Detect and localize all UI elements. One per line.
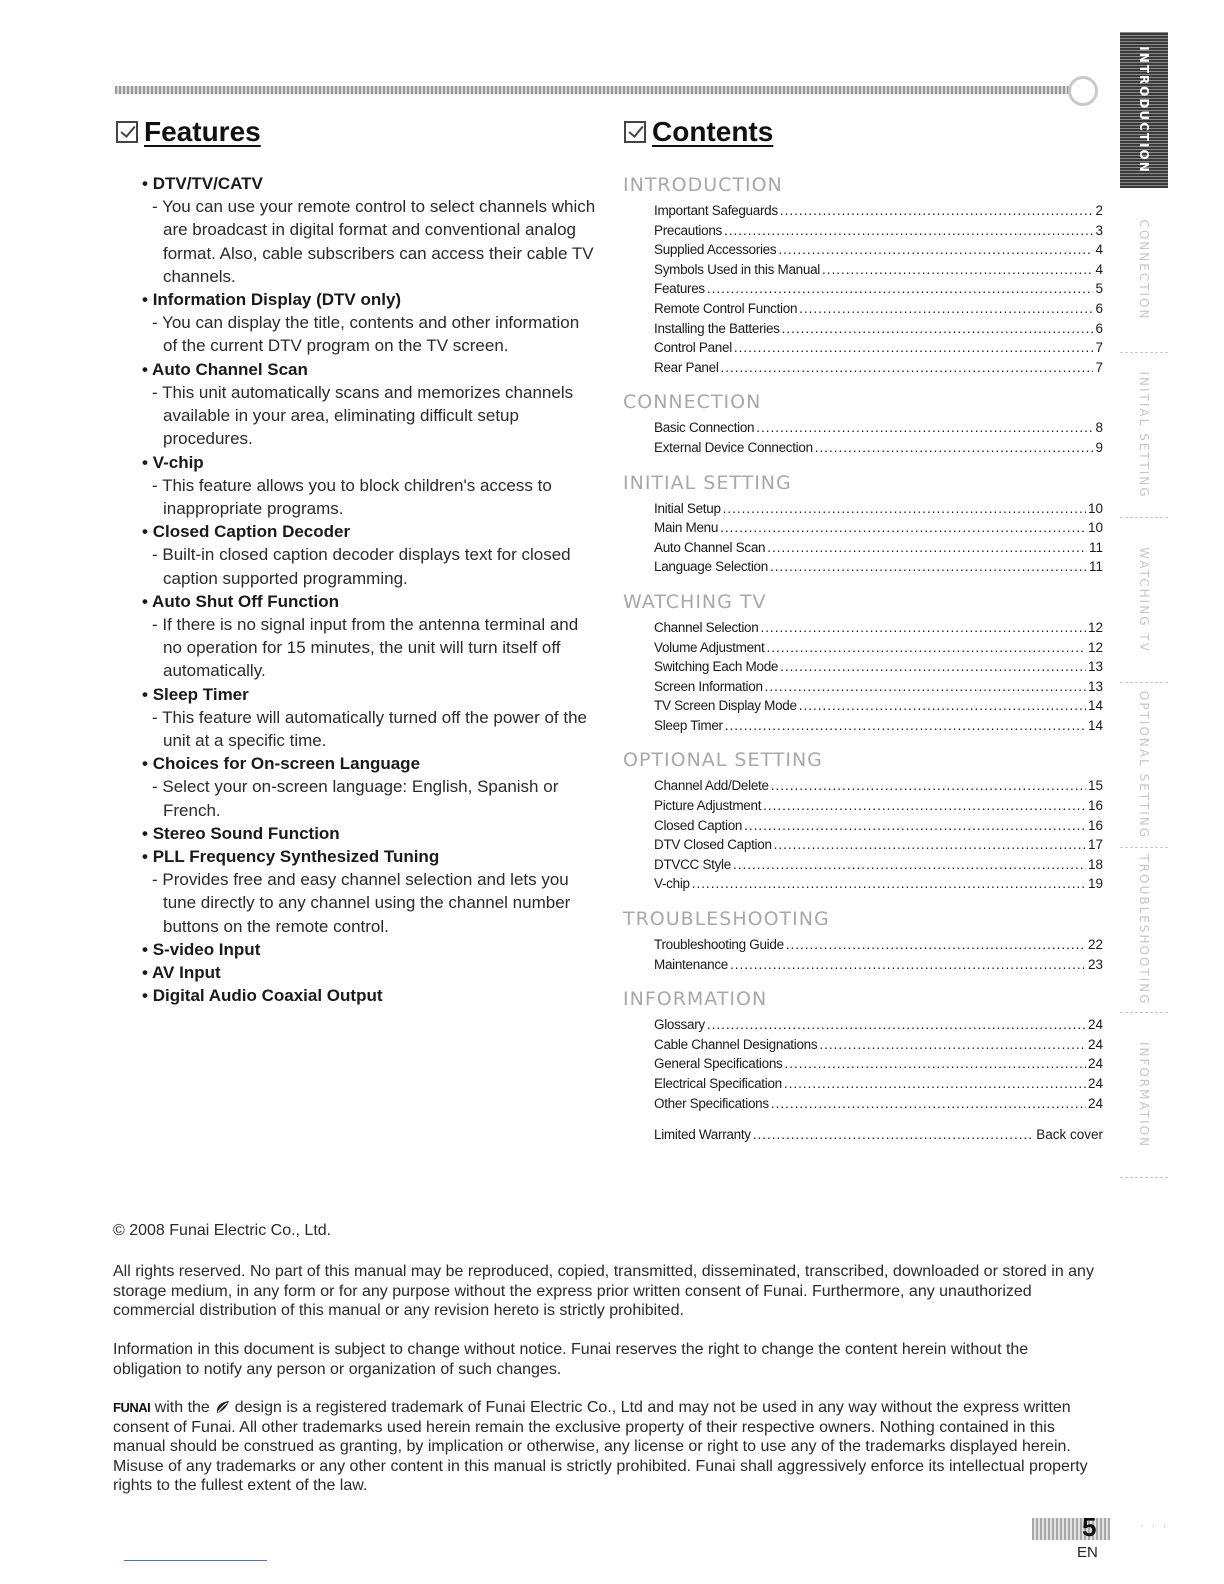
toc-entry-title: Rear Panel (654, 359, 719, 375)
toc-leader-dots (770, 557, 1087, 577)
feature-description: - This feature allows you to block children's access to inappropriate programs. (142, 474, 597, 521)
side-tab-label: CONNECTION (1137, 219, 1151, 321)
toc-entry (654, 260, 1103, 280)
toc-leader-dots (707, 279, 1094, 299)
toc-entry-page: 23 (1087, 956, 1103, 972)
toc-entry-page: 14 (1087, 698, 1103, 714)
toc-leader-dots (721, 358, 1094, 378)
toc-entry-page: 14 (1087, 717, 1103, 733)
rights-paragraph: All rights reserved. No part of this manual may be reproduced, copied, transmitted, disseminated, transcribed, downloaded or stored in any storage medium, in any form or for any purpose without the express prior written consent of Funai. Furthermore, any unauthorized commercial distribution of this manual or any revision hereto is strictly prohibited. (113, 1263, 1094, 1319)
feature-title: • Auto Shut Off Function (142, 590, 597, 613)
page-language: EN (1077, 1544, 1098, 1561)
feature-description: - You can use your remote control to select channels which are broadcast in digital format and conventional analog format. Also, cable subscribers can access their cable TV channels. (142, 195, 597, 288)
side-tab-label: INFORMATION (1137, 1041, 1151, 1149)
page-number-dots-decoration: · · · (1140, 1518, 1169, 1532)
toc-section-heading: TROUBLESHOOTING (623, 908, 830, 931)
toc-entry-list (623, 618, 1103, 736)
toc-section-heading: INITIAL SETTING (623, 471, 792, 494)
toc-leader-dots (774, 835, 1086, 855)
feature-item (142, 451, 597, 521)
toc-entry-page: 16 (1087, 817, 1103, 833)
table-of-contents (623, 172, 1103, 1145)
page-number-decoration (1032, 1518, 1110, 1540)
trademark-text-b: design is a registered trademark of Funai Electric Co., Ltd and may not be used in any way without the express written consent of Funai. All other trademarks used herein remain the exclusive property of their respective owners. Nothing contained in this manual should be construed as granting, by implication or otherwise, any license or right to use any of the trademarks displayed herein. Misuse of any trademarks or any other content in this manual is strictly prohibited. Funai shall aggressively enforce its intellectual property rights to the fullest extent of the law. (113, 1399, 1088, 1494)
toc-leader-dots (720, 518, 1086, 538)
toc-leader-dots (822, 260, 1094, 280)
toc-entry-list (623, 418, 1103, 457)
trademark-paragraph (113, 1398, 1098, 1496)
toc-section-heading: WATCHING TV (623, 590, 767, 613)
toc-leader-dots (756, 418, 1093, 438)
feature-description: - You can display the title, contents and other information of the current DTV program on the TV screen. (142, 311, 597, 358)
feature-item (142, 683, 597, 753)
toc-entry-list (623, 776, 1103, 894)
toc-entry (654, 499, 1103, 519)
toc-leader-dots (733, 855, 1086, 875)
toc-entry (654, 1094, 1103, 1114)
feature-item (142, 288, 597, 358)
toc-entry (654, 299, 1103, 319)
toc-leader-dots (799, 299, 1093, 319)
toc-entry (654, 618, 1103, 638)
toc-section (623, 747, 1103, 894)
toc-leader-dots (780, 657, 1086, 677)
notice-paragraph: Information in this document is subject to change without notice. Funai reserves the right to change the content herein without the obligation to notify any person or organization of such changes. (113, 1341, 1029, 1378)
feature-item (142, 938, 597, 961)
features-list (142, 172, 597, 1007)
toc-entry-page: 12 (1087, 639, 1103, 655)
toc-entry-title: Switching Each Mode (654, 659, 779, 675)
toc-entry-page: 4 (1095, 242, 1103, 258)
toc-entry (654, 221, 1103, 241)
toc-entry-page: 24 (1087, 1095, 1103, 1111)
bottom-link-line (124, 1560, 267, 1561)
feature-title: • Choices for On-screen Language (142, 752, 597, 775)
toc-leader-dots (767, 538, 1087, 558)
toc-entry (654, 1035, 1103, 1055)
toc-entry-page: 7 (1095, 359, 1103, 375)
feature-description: - This unit automatically scans and memorizes channels available in your area, eliminating difficult setup procedures. (142, 381, 597, 451)
toc-entry-page: 12 (1087, 619, 1103, 635)
toc-leader-dots (784, 1054, 1085, 1074)
toc-entry-title: Glossary (654, 1017, 705, 1033)
toc-entry-page: 5 (1095, 281, 1103, 297)
funai-logo: FUNAI (113, 1400, 151, 1415)
feature-title: • AV Input (142, 961, 597, 984)
toc-section-heading: INTRODUCTION (623, 174, 783, 196)
feature-description: - Built-in closed caption decoder displays text for closed caption supported programming. (142, 543, 597, 590)
toc-entry-title: DTV Closed Caption (654, 837, 772, 853)
toc-leader-dots (784, 1074, 1086, 1094)
feature-description: - If there is no signal input from the antenna terminal and no operation for 15 minutes, the unit will turn itself off automatically. (142, 613, 597, 683)
feature-title: • DTV/TV/CATV (142, 172, 597, 195)
copyright-notice: © 2008 Funai Electric Co., Ltd. (113, 1222, 332, 1239)
trademark-text-a: with the (154, 1399, 210, 1416)
top-decorative-rule (115, 86, 1075, 94)
toc-entry-title: Closed Caption (654, 817, 743, 833)
toc-leader-dots (744, 816, 1086, 836)
toc-entry (654, 796, 1103, 816)
toc-entry (654, 638, 1103, 658)
toc-entry (654, 677, 1103, 697)
feature-title: • Stereo Sound Function (142, 822, 597, 845)
side-tab-information (1120, 1013, 1168, 1178)
toc-entry-list (623, 201, 1103, 377)
toc-section (623, 986, 1103, 1113)
toc-leader-dots (723, 499, 1086, 519)
checkbox-check-icon (624, 121, 646, 143)
contents-heading (624, 116, 773, 148)
toc-entry-page: 11 (1088, 559, 1103, 575)
toc-entry (654, 319, 1103, 339)
toc-entry-page: 24 (1087, 1076, 1103, 1091)
toc-leader-dots (771, 776, 1086, 796)
toc-entry-title: Electrical Specification (654, 1076, 782, 1091)
toc-leader-dots (778, 240, 1093, 260)
toc-entry (654, 557, 1103, 577)
checkbox-check-icon (116, 121, 138, 143)
toc-entry (654, 418, 1103, 438)
toc-entry-page: 7 (1095, 340, 1103, 356)
toc-entry-list (623, 1015, 1103, 1113)
side-tab-optional-setting (1120, 683, 1168, 848)
toc-entry-page: 17 (1087, 837, 1103, 853)
toc-leader-dots (725, 716, 1086, 736)
toc-entry-page: 11 (1088, 539, 1103, 555)
top-rule-circle-ornament (1068, 76, 1098, 106)
toc-entry-page: 24 (1087, 1017, 1103, 1033)
toc-entry (654, 438, 1103, 458)
toc-entry (654, 338, 1103, 358)
side-tab-label: OPTIONAL SETTING (1137, 690, 1151, 840)
toc-entry-title: TV Screen Display Mode (654, 698, 797, 714)
toc-entry-page: 24 (1087, 1056, 1103, 1072)
toc-leader-dots (766, 638, 1086, 658)
toc-entry-title: Screen Information (654, 678, 763, 694)
toc-entry (654, 935, 1103, 955)
toc-entry-title: Limited Warranty (654, 1127, 751, 1143)
toc-entry (654, 1015, 1103, 1035)
toc-entry-page: 13 (1087, 678, 1103, 694)
contents-heading-text: Contents (652, 116, 774, 147)
toc-entry-page: 3 (1095, 222, 1103, 238)
toc-section-heading: OPTIONAL SETTING (623, 749, 823, 772)
side-tab-label: INTRODUCTION (1137, 46, 1151, 174)
toc-entry (654, 696, 1103, 716)
toc-entry-page: 6 (1095, 320, 1103, 336)
toc-entry-title: Important Safeguards (654, 203, 778, 218)
side-tab-connection (1120, 188, 1168, 353)
toc-entry-title: Main Menu (654, 520, 719, 536)
toc-section-heading: CONNECTION (623, 391, 762, 414)
toc-entry-title: Basic Connection (654, 420, 755, 436)
toc-entry (654, 874, 1103, 894)
feature-title: • PLL Frequency Synthesized Tuning (142, 845, 597, 868)
toc-leader-dots (763, 796, 1086, 816)
toc-entry-title: Other Specifications (654, 1095, 769, 1111)
toc-leader-dots (753, 1125, 1034, 1145)
toc-leader-dots (730, 955, 1086, 975)
toc-entry-title: Language Selection (654, 559, 768, 575)
toc-entry-title: Auto Channel Scan (654, 539, 766, 555)
toc-section-heading: INFORMATION (623, 988, 768, 1011)
toc-entry (654, 776, 1103, 796)
feature-description: - This feature will automatically turned off the power of the unit at a specific time. (142, 706, 597, 753)
feature-item (142, 961, 597, 984)
side-tab-label: INITIAL SETTING (1137, 371, 1151, 499)
feature-item (142, 984, 597, 1007)
feature-description: - Select your on-screen language: English, Spanish or French. (142, 775, 597, 822)
toc-leader-dots (707, 1015, 1086, 1035)
toc-leader-dots (760, 618, 1085, 638)
toc-entry-title: Symbols Used in this Manual (654, 261, 820, 277)
page-number: 5 (1082, 1512, 1097, 1542)
side-tab-introduction (1120, 32, 1168, 188)
toc-entry (654, 538, 1103, 558)
toc-entry-page: 9 (1095, 439, 1103, 455)
toc-entry-title: Installing the Batteries (654, 320, 780, 336)
toc-entry-title: Control Panel (654, 340, 732, 356)
feature-item (142, 590, 597, 683)
feature-item (142, 358, 597, 451)
side-tab-label: TROUBLESHOOTING (1137, 854, 1151, 1006)
toc-entry (654, 816, 1103, 836)
toc-entry-page: 10 (1087, 500, 1103, 516)
toc-entry-title: Features (654, 281, 705, 297)
feature-title: • Closed Caption Decoder (142, 520, 597, 543)
toc-entry-page: 2 (1095, 203, 1103, 218)
toc-entry (654, 279, 1103, 299)
toc-entry-page: 15 (1087, 778, 1103, 794)
toc-entry-page: 16 (1087, 798, 1103, 814)
feature-item (142, 752, 597, 822)
toc-entry-list (623, 499, 1103, 577)
toc-entry-title: Troubleshooting Guide (654, 937, 784, 953)
toc-entry-title: External Device Connection (654, 439, 813, 455)
feature-title: • Auto Channel Scan (142, 358, 597, 381)
feature-item (142, 822, 597, 845)
funai-leaf-logo-icon (214, 1400, 230, 1414)
side-tab-troubleshooting (1120, 848, 1168, 1013)
toc-entry (654, 358, 1103, 378)
toc-entry-title: Precautions (654, 222, 722, 238)
toc-entry-title: Maintenance (654, 956, 729, 972)
feature-title: • S-video Input (142, 938, 597, 961)
toc-entry (654, 955, 1103, 975)
toc-section (623, 906, 1103, 974)
toc-section (623, 389, 1103, 457)
toc-leader-dots (782, 319, 1094, 339)
toc-leader-dots (771, 1094, 1086, 1114)
toc-entry-warranty (654, 1125, 1103, 1145)
toc-entry (654, 1054, 1103, 1074)
toc-entry-page: 8 (1095, 420, 1103, 436)
toc-leader-dots (786, 935, 1086, 955)
toc-entry-page: 10 (1087, 520, 1103, 536)
toc-warranty-row (623, 1125, 1103, 1145)
toc-entry-title: Cable Channel Designations (654, 1036, 818, 1052)
toc-entry-list (623, 935, 1103, 974)
feature-item (142, 520, 597, 590)
toc-leader-dots (819, 1035, 1086, 1055)
feature-description: - Provides free and easy channel selection and lets you tune directly to any channel using the channel number buttons on the remote control. (142, 868, 597, 938)
toc-entry-page: 18 (1087, 856, 1103, 872)
side-tab-watching-tv (1120, 518, 1168, 683)
section-side-tabs (1120, 32, 1168, 1178)
feature-item (142, 172, 597, 288)
toc-section (623, 172, 1103, 377)
feature-title: • Information Display (DTV only) (142, 288, 597, 311)
toc-entry-page: 22 (1087, 937, 1103, 953)
features-heading-text: Features (144, 116, 261, 147)
toc-section (623, 589, 1103, 736)
toc-entry (654, 657, 1103, 677)
toc-leader-dots (815, 438, 1094, 458)
toc-leader-dots (724, 221, 1093, 241)
toc-entry-title: General Specifications (654, 1056, 783, 1072)
toc-entry-page: 24 (1087, 1036, 1103, 1052)
feature-item (142, 845, 597, 938)
toc-leader-dots (692, 874, 1086, 894)
side-tab-initial-setting (1120, 353, 1168, 518)
toc-entry-page: 6 (1095, 300, 1103, 316)
toc-entry-title: Channel Selection (654, 619, 759, 635)
feature-title: • Sleep Timer (142, 683, 597, 706)
features-heading (116, 116, 261, 148)
toc-entry-page: Back cover (1036, 1127, 1103, 1143)
toc-leader-dots (780, 201, 1094, 221)
toc-entry-title: V-chip (654, 876, 690, 892)
feature-title: • Digital Audio Coaxial Output (142, 984, 597, 1007)
toc-entry (654, 240, 1103, 260)
toc-entry-page: 4 (1095, 261, 1103, 277)
toc-entry-title: Picture Adjustment (654, 798, 762, 814)
toc-entry-title: Channel Add/Delete (654, 778, 769, 794)
toc-entry-page: 13 (1087, 659, 1103, 675)
toc-leader-dots (799, 696, 1086, 716)
toc-entry-title: Volume Adjustment (654, 639, 765, 655)
toc-entry-page: 19 (1087, 876, 1103, 892)
toc-entry-title: Initial Setup (654, 500, 721, 516)
toc-section (623, 470, 1103, 577)
toc-entry-title: Remote Control Function (654, 300, 798, 316)
toc-entry (654, 855, 1103, 875)
toc-entry (654, 835, 1103, 855)
toc-entry (654, 518, 1103, 538)
side-tab-label: WATCHING TV (1137, 547, 1151, 653)
toc-entry-title: DTVCC Style (654, 856, 731, 872)
toc-entry (654, 201, 1103, 221)
toc-entry-title: Supplied Accessories (654, 242, 777, 258)
toc-entry (654, 1074, 1103, 1094)
toc-leader-dots (734, 338, 1094, 358)
toc-entry (654, 716, 1103, 736)
toc-leader-dots (765, 677, 1086, 697)
feature-title: • V-chip (142, 451, 597, 474)
toc-entry-title: Sleep Timer (654, 717, 723, 733)
